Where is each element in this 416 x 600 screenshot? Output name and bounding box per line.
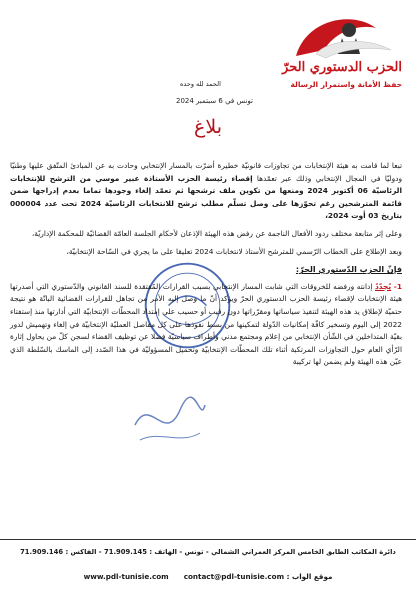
website-link[interactable]: www.pdl-tunisie.com [83,572,169,581]
document-date: تونس في 6 سبتمبر 2024 [176,97,253,105]
document-body [10,160,402,369]
paragraph-2: وعلى إثر متابعة مختلف ردود الأفعال الناجمة عن رفض هذه الهيئة الإذعان لأحكام الجلسة العامّة القضائيّة للمحكمة الإداريّة، [31,228,402,238]
section-title: فإنّ الحزب الدّستوري الحرّ: [295,265,402,275]
party-logo [256,10,406,102]
paragraph-1: تبعا لما قامت به هيئة الإنتخابات من تجاوزات قانونيّة خطيرة أضرّت بالمسار الإنتخابي وحادت به عن المبادئ المتّفق عليها وطنيّا ودوليّا في المجال الإنتخابي وذلك عبر تعمّدها إقصاء رئيسة الحزب الأستاذة عبير موسي من الترشح للإنتخابات الرئاسيّة 06 أكتوبر 2024 ومنعها من تكوين ملف ترشحها ثم تعمّد إلغاء وجودها تماما بعدم إدراجها ضمن قائمة المترشحين رغم تحوّزها على وصل تسلّم مطلب ترشح للانتخابات الرئاسيّة 2024 تحت عدد 000004 بتاريخ 03 أوت 2024، [10,161,403,221]
email-link[interactable]: contact@pdl-tunisie.com [183,572,285,581]
party-motto: حفظ الأمانة واستمرار الرسالة [290,80,402,89]
hamdala: الحمد لله وحده [180,80,221,88]
signature-icon [130,385,210,455]
footer-contacts [8,572,408,581]
footer-address: دائرة المكاتب الطابق الخامس المركز العمراني الشمالي - تونس - الهاتف : 71.909.145 - الفاكس : 71.909.146 [20,548,396,556]
footer [0,539,416,596]
item-1: 1- يُجدّدُ إدانته ورفضه للخروقات التي شابت المسار الإنتخابي بسبب القرارات المُفتقدة للسند القانوني والدّستوري التي أصدرتها هيئة الإنتخابات لإقصاء رئيسة الحزب الدستوري الحرّ ويؤكد أنّ ما وصل إليه الأمر من تجاهل للقرارات القضائية الباتّة هو نتيجة حتميّة لإطلاق يد هذه الهيئة لتنفيذ سياساتها ومقرّراتها دون رقيب أو حسيب على إمتداد المحطّات الإنتخابيّة التي أدارتها منذ إستفتاء 2022 إلى اليوم وتسخير كافّة إمكانيات الدّولة لتمكينها من بسط نفوذها على كل مفاصل العمليّة الإنتخابيّة في إلغاء وتهميش لدور بقيّة المتداخلين في الشّأن الإنتخابي من إعلام ومجتمع مدني وأطراف سياسيّة فضلا عن توظيف القضاء لسجن كلّ من يحاول إثارة الرّأي العام حول التجاوزات المرتكبة أثناء تلك المحطّات الإنتخابيّة وتحميل المسؤوليّة في هذا الصّدد إلى الماسك بالسّلطة الذي عيّن هذه الهيئة ولم يضمن لها تركيبة [10,281,403,367]
paragraph-3: وبعد الإطلاع على الخطاب الرّسمي للمترشح الأستاذ لانتخابات 2024 تعليقا على ما يجري في السّاحة الإنتخابيّة، [66,246,402,256]
document-title: بلاغ [194,116,222,138]
web-label: موقع الواب : [286,572,333,581]
party-name: الحزب الدستوري الحرّ [282,60,402,75]
